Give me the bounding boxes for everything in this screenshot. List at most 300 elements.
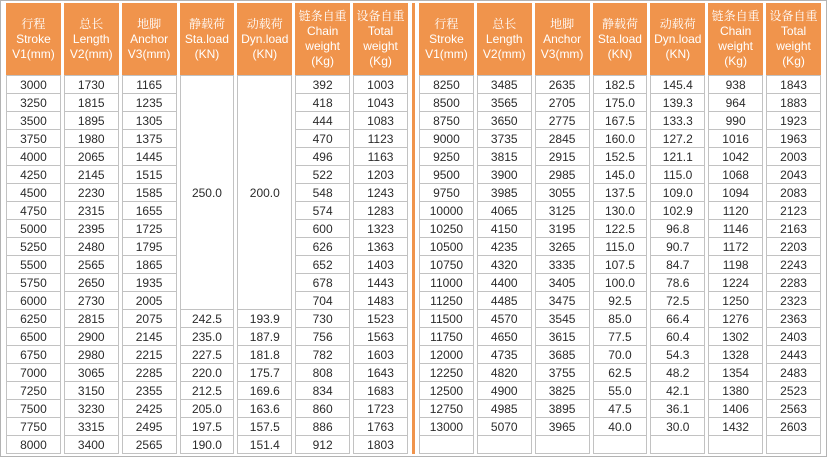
table-cell: 1523 (353, 310, 408, 328)
table-cell: 182.5 (593, 75, 648, 94)
table-cell: 13000 (419, 418, 474, 436)
table-cell: 418 (295, 94, 350, 112)
table-cell: 496 (295, 148, 350, 166)
table-cell: 652 (295, 256, 350, 274)
table-cell: 55.0 (593, 382, 648, 400)
table-cell: 6250 (6, 310, 61, 328)
table-cell: 11750 (419, 328, 474, 346)
table-cell: 3335 (535, 256, 590, 274)
table-cell: 9500 (419, 166, 474, 184)
table-cell: 84.7 (650, 256, 705, 274)
table-cell: 121.1 (650, 148, 705, 166)
table-cell: 66.4 (650, 310, 705, 328)
table-cell: 60.4 (650, 328, 705, 346)
column-header: 动载荷 Dyn.load (KN) (650, 3, 705, 75)
table-cell: 30.0 (650, 418, 705, 436)
table-cell: 8000 (6, 436, 61, 454)
table-cell: 1323 (353, 220, 408, 238)
table-cell: 3685 (535, 346, 590, 364)
table-cell: 2425 (122, 400, 177, 418)
table-cell: 1068 (708, 166, 763, 184)
table-cell: 4000 (6, 148, 61, 166)
table-cell: 3755 (535, 364, 590, 382)
table-cell: 4485 (477, 292, 532, 310)
table-cell: 2815 (64, 310, 119, 328)
table-row (419, 400, 821, 418)
table-cell: 7250 (6, 382, 61, 400)
table-cell: 9250 (419, 148, 474, 166)
table-cell (419, 436, 474, 454)
table-cell: 3400 (64, 436, 119, 454)
table-cell (593, 436, 648, 454)
table-cell: 2163 (766, 220, 821, 238)
table-cell: 5500 (6, 256, 61, 274)
table-cell: 574 (295, 202, 350, 220)
table-cell: 2650 (64, 274, 119, 292)
vertical-divider-line (412, 3, 415, 454)
table-cell: 3615 (535, 328, 590, 346)
table-cell: 626 (295, 238, 350, 256)
table-cell: 2775 (535, 112, 590, 130)
table-cell: 2845 (535, 130, 590, 148)
table-cell: 1375 (122, 130, 177, 148)
table-cell: 115.0 (650, 166, 705, 184)
column-header: 链条自重 Chain weight (Kg) (295, 3, 350, 75)
table-cell: 1603 (353, 346, 408, 364)
table-cell: 4735 (477, 346, 532, 364)
table-cell: 3985 (477, 184, 532, 202)
table-cell: 197.5 (180, 418, 235, 436)
table-cell: 1980 (64, 130, 119, 148)
table-cell: 8750 (419, 112, 474, 130)
table-cell: 1683 (353, 382, 408, 400)
table-cell: 3565 (477, 94, 532, 112)
table-cell: 3230 (64, 400, 119, 418)
table-cell: 3405 (535, 274, 590, 292)
table-cell: 169.6 (237, 382, 292, 400)
table-cell: 133.3 (650, 112, 705, 130)
table-cell: 1403 (353, 256, 408, 274)
table-row (419, 184, 821, 202)
table-cell: 193.9 (237, 310, 292, 328)
table-cell: 2705 (535, 94, 590, 112)
table-cell: 2323 (766, 292, 821, 310)
table-cell: 190.0 (180, 436, 235, 454)
table-cell: 1406 (708, 400, 763, 418)
table-cell: 10750 (419, 256, 474, 274)
table-cell: 444 (295, 112, 350, 130)
table-row (419, 94, 821, 112)
table-cell: 3500 (6, 112, 61, 130)
table-cell: 1380 (708, 382, 763, 400)
table-cell: 175.7 (237, 364, 292, 382)
table-cell: 2495 (122, 418, 177, 436)
table-cell: 2363 (766, 310, 821, 328)
table-cell: 2283 (766, 274, 821, 292)
table-cell: 3815 (477, 148, 532, 166)
table-cell: 2065 (64, 148, 119, 166)
table-cell: 167.5 (593, 112, 648, 130)
table-row (6, 400, 408, 418)
table-cell: 782 (295, 346, 350, 364)
table-cell: 1302 (708, 328, 763, 346)
table-cell: 3735 (477, 130, 532, 148)
header-row (419, 3, 821, 75)
table-row (6, 364, 408, 382)
table-cell: 1515 (122, 166, 177, 184)
table-row (6, 346, 408, 364)
table-row (419, 130, 821, 148)
table-row (6, 418, 408, 436)
table-cell: 1563 (353, 328, 408, 346)
table-cell: 3315 (64, 418, 119, 436)
table-row (419, 166, 821, 184)
table-cell: 1935 (122, 274, 177, 292)
table-cell: 139.3 (650, 94, 705, 112)
table-row (6, 382, 408, 400)
table-cell: 4065 (477, 202, 532, 220)
table-cell: 1883 (766, 94, 821, 112)
table-cell: 1163 (353, 148, 408, 166)
table-cell: 54.3 (650, 346, 705, 364)
column-header: 设备自重 Total weight (Kg) (766, 3, 821, 75)
column-header: 设备自重 Total weight (Kg) (353, 3, 408, 75)
table-row (419, 112, 821, 130)
column-header: 行程 Stroke V1(mm) (419, 3, 474, 75)
table-cell: 860 (295, 400, 350, 418)
table-cell: 4820 (477, 364, 532, 382)
table-row (6, 310, 408, 328)
table-row (419, 328, 821, 346)
table-cell: 227.5 (180, 346, 235, 364)
table-row (419, 202, 821, 220)
table-cell: 1655 (122, 202, 177, 220)
table-cell: 1923 (766, 112, 821, 130)
table-cell: 163.6 (237, 400, 292, 418)
table-cell: 1120 (708, 202, 763, 220)
table-cell: 7750 (6, 418, 61, 436)
table-cell: 1203 (353, 166, 408, 184)
table-cell: 1763 (353, 418, 408, 436)
table-cell: 187.9 (237, 328, 292, 346)
table-cell: 1795 (122, 238, 177, 256)
table-cell: 145.4 (650, 75, 705, 94)
table-cell: 1963 (766, 130, 821, 148)
column-header: 总长 Length V2(mm) (64, 3, 119, 75)
table-row (6, 436, 408, 454)
table-cell: 2563 (766, 400, 821, 418)
table-cell: 2730 (64, 292, 119, 310)
table-cell: 11500 (419, 310, 474, 328)
table-cell: 522 (295, 166, 350, 184)
table-cell: 205.0 (180, 400, 235, 418)
table-cell: 1363 (353, 238, 408, 256)
table-cell: 10000 (419, 202, 474, 220)
table-cell: 70.0 (593, 346, 648, 364)
table-cell: 151.4 (237, 436, 292, 454)
table-cell: 9750 (419, 184, 474, 202)
table-cell: 2075 (122, 310, 177, 328)
table-cell: 7000 (6, 364, 61, 382)
table-cell: 2005 (122, 292, 177, 310)
table-cell: 1815 (64, 94, 119, 112)
table-cell: 85.0 (593, 310, 648, 328)
table-cell: 1172 (708, 238, 763, 256)
table-cell: 1224 (708, 274, 763, 292)
table-cell: 42.1 (650, 382, 705, 400)
table-cell: 3895 (535, 400, 590, 418)
table-cell: 157.5 (237, 418, 292, 436)
table-cell: 600 (295, 220, 350, 238)
table-row (419, 292, 821, 310)
table-row (419, 346, 821, 364)
table-cell: 2980 (64, 346, 119, 364)
table-cell: 1250 (708, 292, 763, 310)
table-cell: 1243 (353, 184, 408, 202)
table-cell: 2395 (64, 220, 119, 238)
table-cell: 3250 (6, 94, 61, 112)
table-cell: 9000 (419, 130, 474, 148)
table-cell: 4400 (477, 274, 532, 292)
table-cell: 72.5 (650, 292, 705, 310)
table-cell: 3825 (535, 382, 590, 400)
table-cell: 40.0 (593, 418, 648, 436)
table-cell: 48.2 (650, 364, 705, 382)
table-cell: 3750 (6, 130, 61, 148)
table-cell: 1723 (353, 400, 408, 418)
table-cell: 235.0 (180, 328, 235, 346)
table-cell: 2985 (535, 166, 590, 184)
table-cell: 3485 (477, 75, 532, 94)
header-row (6, 3, 408, 75)
table-cell: 6750 (6, 346, 61, 364)
table-cell: 3150 (64, 382, 119, 400)
table-cell: 3475 (535, 292, 590, 310)
table-cell: 10250 (419, 220, 474, 238)
table-cell: 77.5 (593, 328, 648, 346)
table-cell: 4500 (6, 184, 61, 202)
table-row (419, 148, 821, 166)
table-cell: 4750 (6, 202, 61, 220)
table-cell: 160.0 (593, 130, 648, 148)
table-cell: 2915 (535, 148, 590, 166)
table-row (419, 436, 821, 454)
table-cell: 220.0 (180, 364, 235, 382)
table-cell: 1003 (353, 75, 408, 94)
column-header: 总长 Length V2(mm) (477, 3, 532, 75)
table-row (419, 256, 821, 274)
table-cell: 2203 (766, 238, 821, 256)
table-cell: 730 (295, 310, 350, 328)
table-cell: 1146 (708, 220, 763, 238)
table-cell: 2443 (766, 346, 821, 364)
table-cell: 2003 (766, 148, 821, 166)
table-cell: 886 (295, 418, 350, 436)
spec-table-left (3, 3, 411, 454)
table-cell: 102.9 (650, 202, 705, 220)
table-cell: 678 (295, 274, 350, 292)
table-row (419, 75, 821, 94)
table-cell: 3965 (535, 418, 590, 436)
table-row (6, 75, 408, 94)
table-cell: 92.5 (593, 292, 648, 310)
table-cell: 1042 (708, 148, 763, 166)
table-row (419, 418, 821, 436)
table-cell: 4250 (6, 166, 61, 184)
table-cell: 78.6 (650, 274, 705, 292)
table-cell: 3065 (64, 364, 119, 382)
table-cell: 2355 (122, 382, 177, 400)
table-cell: 964 (708, 94, 763, 112)
table-cell: 6000 (6, 292, 61, 310)
table-cell: 212.5 (180, 382, 235, 400)
table-cell (477, 436, 532, 454)
table-row (419, 274, 821, 292)
table-cell: 1643 (353, 364, 408, 382)
table-cell: 990 (708, 112, 763, 130)
table-cell: 7500 (6, 400, 61, 418)
table-cell: 2900 (64, 328, 119, 346)
table-cell: 2565 (64, 256, 119, 274)
table-cell: 3055 (535, 184, 590, 202)
table-cell: 137.5 (593, 184, 648, 202)
table-cell: 1445 (122, 148, 177, 166)
table-cell: 8250 (419, 75, 474, 94)
table-cell: 152.5 (593, 148, 648, 166)
table-cell: 115.0 (593, 238, 648, 256)
spec-table-right (416, 3, 824, 454)
table-row (419, 238, 821, 256)
table-cell: 181.8 (237, 346, 292, 364)
table-cell: 1305 (122, 112, 177, 130)
table-cell: 1235 (122, 94, 177, 112)
table-cell: 1283 (353, 202, 408, 220)
table-cell: 11250 (419, 292, 474, 310)
table-cell: 2285 (122, 364, 177, 382)
table-cell: 5070 (477, 418, 532, 436)
table-cell: 1123 (353, 130, 408, 148)
table-cell: 1354 (708, 364, 763, 382)
table-cell: 4150 (477, 220, 532, 238)
table-cell: 2523 (766, 382, 821, 400)
table-cell: 1443 (353, 274, 408, 292)
table-cell: 1895 (64, 112, 119, 130)
table-cell: 127.2 (650, 130, 705, 148)
table-cell: 4320 (477, 256, 532, 274)
table-row (419, 364, 821, 382)
table-cell: 12000 (419, 346, 474, 364)
column-header: 链条自重 Chain weight (Kg) (708, 3, 763, 75)
table-cell: 5000 (6, 220, 61, 238)
table-cell: 1165 (122, 75, 177, 94)
table-cell: 808 (295, 364, 350, 382)
table-cell: 1094 (708, 184, 763, 202)
table-cell: 2403 (766, 328, 821, 346)
table-cell: 704 (295, 292, 350, 310)
table-cell: 4650 (477, 328, 532, 346)
table-cell: 2483 (766, 364, 821, 382)
table-cell (535, 436, 590, 454)
table-cell: 1725 (122, 220, 177, 238)
table-cell: 2635 (535, 75, 590, 94)
table-cell: 2123 (766, 202, 821, 220)
table-cell: 200.0 (237, 75, 292, 310)
table-cell: 3650 (477, 112, 532, 130)
table-cell: 2145 (64, 166, 119, 184)
table-cell: 1585 (122, 184, 177, 202)
table-cell: 2565 (122, 436, 177, 454)
column-header: 地脚 Anchor V3(mm) (122, 3, 177, 75)
table-cell: 1865 (122, 256, 177, 274)
table-row (419, 382, 821, 400)
table-cell: 3000 (6, 75, 61, 94)
table-cell: 10500 (419, 238, 474, 256)
table-cell: 2315 (64, 202, 119, 220)
table-cell: 3265 (535, 238, 590, 256)
table-cell: 756 (295, 328, 350, 346)
column-header: 行程 Stroke V1(mm) (6, 3, 61, 75)
table-cell: 36.1 (650, 400, 705, 418)
table-cell: 47.5 (593, 400, 648, 418)
column-header: 静载荷 Sta.load (KN) (593, 3, 648, 75)
table-cell: 5250 (6, 238, 61, 256)
table-cell: 548 (295, 184, 350, 202)
table-cell: 834 (295, 382, 350, 400)
table-cell: 2230 (64, 184, 119, 202)
table-cell: 938 (708, 75, 763, 94)
table-cell: 6500 (6, 328, 61, 346)
table-cell: 90.7 (650, 238, 705, 256)
table-cell: 4985 (477, 400, 532, 418)
table-row (419, 220, 821, 238)
column-header: 静载荷 Sta.load (KN) (180, 3, 235, 75)
table-cell: 1432 (708, 418, 763, 436)
table-cell: 109.0 (650, 184, 705, 202)
table-cell: 250.0 (180, 75, 235, 310)
table-cell: 1843 (766, 75, 821, 94)
table-cell: 107.5 (593, 256, 648, 274)
column-header: 地脚 Anchor V3(mm) (535, 3, 590, 75)
table-cell: 3900 (477, 166, 532, 184)
table-cell: 470 (295, 130, 350, 148)
table-cell: 1043 (353, 94, 408, 112)
table-cell: 2215 (122, 346, 177, 364)
table-cell: 2083 (766, 184, 821, 202)
table-cell (766, 436, 821, 454)
table-cell: 1730 (64, 75, 119, 94)
table-cell: 3195 (535, 220, 590, 238)
table-cell: 242.5 (180, 310, 235, 328)
table-cell: 2603 (766, 418, 821, 436)
table-cell (708, 436, 763, 454)
table-cell (650, 436, 705, 454)
table-cell: 12750 (419, 400, 474, 418)
table-cell: 2043 (766, 166, 821, 184)
table-row (419, 310, 821, 328)
table-cell: 1198 (708, 256, 763, 274)
table-row (6, 328, 408, 346)
table-cell: 96.8 (650, 220, 705, 238)
column-header: 动载荷 Dyn.load (KN) (237, 3, 292, 75)
table-cell: 122.5 (593, 220, 648, 238)
table-cell: 2243 (766, 256, 821, 274)
table-cell: 100.0 (593, 274, 648, 292)
table-cell: 12250 (419, 364, 474, 382)
table-cell: 1483 (353, 292, 408, 310)
table-cell: 4570 (477, 310, 532, 328)
table-cell: 1083 (353, 112, 408, 130)
table-cell: 8500 (419, 94, 474, 112)
